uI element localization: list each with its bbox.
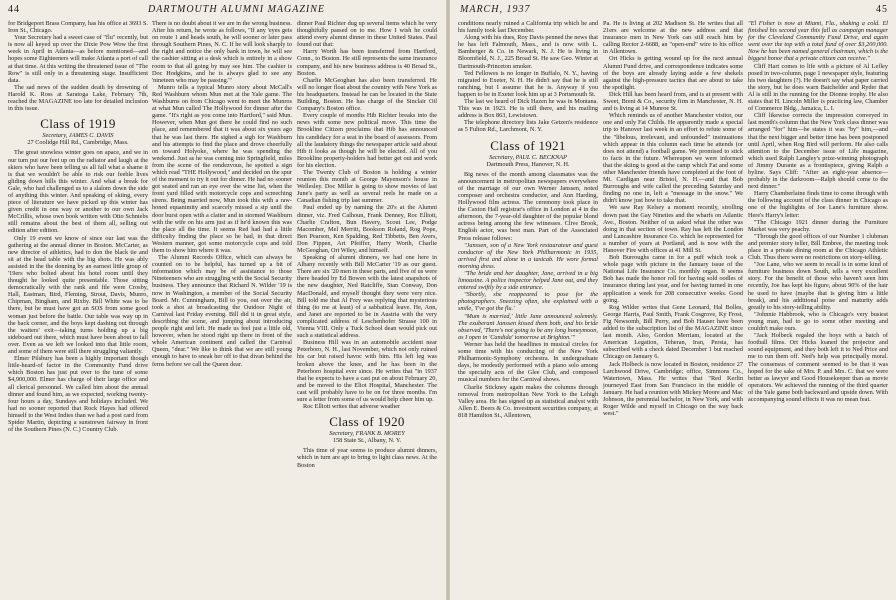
paragraph: Bob Burroughs came in for a puff which took a whole page with picture in the January issue of the National Life Insurance Co. monthly organ. It seems Bob has made the honor roll for having sold oodles of insurance during last year, and for having turned in one application a week for 208 consecutive weeks. Good going.	[603, 254, 743, 304]
paragraph: The great snowless winter goes on apace, and we in our turn put our feet up on the radiator and laugh at the skiers who have been telling us all fall what a shame it is that we wouldn't be able to risk our feeble lives gliding down hills this winter. And what a break for Gale, who had challenged us to a slalom down the side of anything this winter. And speaking of skiing, every piece of literature we have picked up this winter has given credit in one way or another to our own Jack McCrillis, whose own book written with Otto Schniebs still remains about the best of them all, selling out edition after edition.	[8, 149, 148, 235]
paragraph: "The bride and her daughter, Jane, arrived in a big limousine. A police inspector helped Jane out, and they entered swiftly by a side entrance.	[458, 270, 598, 292]
paragraph: Business Hill was in an automobile accident near Peterboro, N. H., last November, which not only ruined his car but raised havoc with him. His left leg was broken above the knee, and he has been in the Peterboro hospital ever since. He writes that "in 1937 that he expects to have a cast put on about February 20, and be moved to the Eliot Hospital, Manchester. The cast will probably have to be on for three months. I'm sure a letter from some of us would help cheer him up.	[297, 339, 437, 403]
left-column-1	[8, 20, 148, 598]
paragraph: Harry Chamberlaine finds time to come through with the following account of the class dinner in Chicago as one of the highlights of Joe Lane's furniture show. Here's Harry's letter:	[748, 190, 888, 219]
secretary-line: Secretary, PAUL C. BECKNAP	[489, 153, 567, 161]
secretary-address: Dartmouth Press, Hanover, N. H.	[486, 160, 570, 168]
paragraph: "Joe Lane, who we seem to recall is in some kind of furniture business down South, tells a very excellent story. For the benefit of those who haven't seen him recently, Joe has kept his figure, about 90% of the hair he used to have (maybe that is giving him a little break), and his additional poise and maturity adds greatly to his story-telling ability.	[748, 261, 888, 311]
paragraph: Harry Worth has been transferred from Hartford, Conn., to Boston. He still represents the same insurance company, and his new business address is 40 Broad St., Boston.	[297, 48, 437, 77]
paragraph: Along with his dues, Roy Davis penned the news that he has left Falmouth, Mass., and is now with L. Bamberger & Co. in Newark, N. J. He is living in Bloomfield, N. J., 225 Broad St. He saw Geo. Winter at Dartmouth-Princeton smoker.	[458, 34, 598, 70]
paragraph: "The Chicago 1921 dinner during the Furniture Market was very peachy.	[748, 218, 888, 233]
paragraph: dinner Paul Richter dug up several items which he very thoughtfully passed on to me. How I wish he could attend every alumni dinner in these United States. Paul found out that:	[297, 20, 437, 49]
paragraph: Cliff likewise corrects the impression conveyed in last month's column that the New York class dinner was arranged "for" him—he states it was "by" him,—and that the next bigger and better time has been postponed until April, when Rog Bird will perform. He also calls attention to the December issue of Life magazine, which used Ralph Langley's prize-winning photograph of Jimmy Durante as a frontispiece, giving Ralph a byline. Says Cliff: "After an eight-year absence—probably in the darkroom—Ralph should come to the next dinner."	[748, 112, 888, 191]
paragraph: "El Fisher is now at Miami, Fla., shaking a cold. El finished his second year this fall as campaign manager for the Cleveland Community Fund Drive, and again went over the top with a total fund of over $3,200,000. Now he has been named general chairman, which is the biggest honor that a private citizen can receive."	[748, 20, 888, 63]
paragraph: We saw Ray Kelsey a moment recently, strolling down past the Gay Nineties and the wharfs on Atlantic Ave., Boston. Neither of us asked what the other was doing in that section of town. Ray has left the London and Lancashire Insurance Co. which he represented for a number of years at Portland, and is now with the Hanover Fire with offices at 41 Mill St.	[603, 204, 743, 254]
paragraph: This time of year seems to produce alumni dinners, which in turn are apt to bring to light class news. At the Boston	[297, 447, 437, 469]
paragraph: for Bridgeport Brass Company, has his office at 3693 S. Iron St., Chicago.	[8, 20, 148, 35]
secretary-address: 158 State St., Albany, N. Y.	[332, 437, 402, 445]
paragraph: Jack Holbeck is now located in Boston, residence 27 Larchwood Drive, Cambridge; office, Simmons Co., Watertown, Mass. He writes that "Red Kerlin journeyed East from San Francisco in the middle of January. He had a reunion with Mickey Moore and Mac Johnson, the perennial bachelor, in New York, and with Roger Wilde and myself in Chicago on the way back west."	[603, 360, 743, 418]
right-column-3	[748, 20, 888, 598]
right-column-1	[458, 20, 598, 598]
paragraph: Cliff Hart comes to life with a picture of Al Lefley posed in two-column, page 1 newspaper style, featuring his two daughters (?). He doesn't say what paper carried the story, but he does warn Batchelder and Ryder that Al is still in the running for the Dionne trophy. He also states that H. Lincoln Miller is practicing law, Chamber of Commerce Bldg., Jamaica, L. I.	[748, 62, 888, 113]
class-heading-1921: Class of 1921	[490, 137, 566, 153]
right-page-header	[458, 4, 888, 20]
paragraph: Elmer Pilsbury has been a highly important though little-heard-of factor in the Community Fund drive which Boston has just put over to the tune of some $4,900,000. Elmer has charge of their large office and all clerical personnel. We called him about the annual dinner and found him, as we expected, working twenty-four hours a day, Sundays and holidays included. We had no sooner reported that Rock Hayes had offered himself to the West Indies than we had a post card from Spider Martin, depicting a sunstrewn fairway in front of the Southern Pines (N. C.) Country Club.	[8, 355, 148, 434]
paragraph: "Jack Holbeck regaled the boys with a batch of football films. Ort Hicks loaned the projector and sound equipment, and they both left it to Ned Price and me to run them off. Ned's help was principally moral. The consensus of comment seemed to be that it was hoped for the sake of Mrs. P. and Mrs. C. that we were better as lawyer and Good Housekeeper than as movie operators. We achieved the running of the third quarter of the Yale game both backward and upside down. With accompanying sound effects it was no mean feat.	[748, 332, 888, 403]
secretary-line: Secretary, FRANK B. MOREY	[329, 430, 405, 438]
right-running-title: MARCH, 1937	[460, 4, 531, 15]
paragraph: Pa. He is living at 202 Madison St. He writes that all 21ers are welcome at the new address and that insurance men in New York can still reach him by calling Rector 2-6688, an "open-end" wire to his office in Allentown.	[603, 20, 743, 56]
paragraph: Dick Hill has been heard from, and is at present with Sweet, Brent & Co., security firm in Manchester, N. H. and is living at 14 Munroe St.	[603, 90, 743, 113]
left-page-header	[8, 4, 438, 20]
paragraph: Roc Elliott writes that adverse weather	[303, 403, 401, 411]
paragraph: "Mum is married,' little Jane announced solemnly. The exuberant Janssen kissed them both, and his bride observed, 'There's not going to be any long honeymoon, as I open in 'Candida' tomorrow at Brighton.'"	[458, 312, 598, 341]
paragraph: Your Secretary had a sweet case of "flu" recently, but is now all keyed up over the Dixie Pow Wow the first week in April in Atlanta—as before mentioned—and hopes some Eighteeners will make Atlanta a port of call at that time. At this writing the threatened issue of "The Row" is still only in a threatening stage. Insufficient data.	[8, 34, 148, 84]
paragraph: Werner has held the headlines in musical circles for some time with his conducting of the New York Philharmonic-Symphony orchestra. In undergraduate days, he modestly performed with a piano solo among the specialty acts of the Glee Club, and composed musical numbers for the Carnival shows.	[458, 340, 598, 384]
paragraph: The Twenty Club of Boston is holding a winter reunion this month at George Mayenson's house in Wellesley. Doc Miller is going to show movies of last June's party as well as several reels he made on a Canadian fishing trip last summer.	[297, 168, 437, 205]
right-page	[448, 0, 896, 600]
paragraph: "Shortly, she reappeared to pose for the photographers. Sneezing often, she explained with a smile, 'I've got the flu.'	[458, 291, 598, 313]
secretary-line: Secretary, JAMES C. DAVIS	[42, 132, 114, 140]
paragraph: Speaking of alumni dinners, we had one here in Albany recently with Bill McCarter '19 as our guest. There are six '20 men in these parts, and five of us were there headed by Ed Bowen with the latest snapshots of the new daughter, Ned Ratcliffe, Stan Conway, Don MacDonald, and myself thought they were very nice. Bill told me that Al Frey was replying that mysterious thing (to me at least) of a sabbatical leave. He, Ann, and Janet are reported to be in Austria with the very complicated address of Leschenhofer Strasse 100 in Vienna VIII. Only a Tuck School dean would pick out such a statistical address.	[297, 254, 437, 340]
paragraph: Charlie Stickney again makes the columns through removal from metropolitan New York to the Lehigh Valley area. He has signed up as statistical analyst with Allen E. Beers & Co. investment securities company, at 818 Hamilton St., Allentown,	[458, 383, 598, 419]
paragraph: There is no doubt about it we are in the wrong business. After his return, he wrote as follows, "If any 'eyes gets on route 1 and heads south, he will sooner or later pass through Southern Pines, N. C. If he will look sharply to the right and notice the only bank in town, he will see the cashier sitting at a desk which is entirely in a show room to that all going by may see him. The cashier is Doc Hodgkins, and he is always glad to see any 'nineteen who may be passing.'"	[152, 20, 292, 84]
paragraph: "Janssen, son of a New York restaurateur and guest conductor of the New York Philharmonic in 1935, arrived first and alone in a taxicab. He wore formal morning dress.	[458, 241, 598, 270]
left-column-3	[297, 20, 437, 598]
right-page-number: 45	[876, 4, 888, 15]
paragraph: Which reminds us of another Manchester visitor, our one and only Fat Childs. He apparently made a special trip to Hanover last week in an effort to refute some of the "libelous, irrelevant, and unfounded" insinuations which appear in this column each time he attends (or does not attend) a football game. We promised to stick to facts in the future. Whereupon we were informed that the skiing is good at the camp which Fat and some other Manchester friends have completed at the foot of Mt. Cardigan near Bristol, N. H.—and that Bob Burroughs and wife called the preceding Saturday and finding no one in, left a "message in the snow." We didn't know just how to take that.	[603, 112, 743, 205]
paragraph: Big news of the month among classmates was the announcement in metropolitan newspapers everywhere of the marriage of our own Werner Janssen, noted composer and orchestra conductor, and Ann Harding, Hollywood film actress. The ceremony took place in the Caxton Hall registrar's office in London at 4 in the afternoon, the 7-year-old daughter of the popular blond actress being among the few witnesses. Clive Brook, English actor, was best man. Part of the Associated Press release follows:	[458, 170, 598, 242]
paragraph: Paul ended up by naming the 20's at the Alumni dinner, viz. Fred Calhoun, Frank Denney, Roc Elliott, Charlie Crafton, Bun Havery, Scout Lee, Podge Macomber, Mel Merritt, Bookson Roland, Rog Pope, Ben Pearson, Ken Spalding, Red Tibbetts, Ben Avers, Don Fippen, Art Pfeiffer, Harry Worth, Charlie McGeoghan, Ort Wiley, and himself.	[297, 204, 437, 254]
paragraph: conditions nearly ruined a California trip which he and his family took last December.	[458, 20, 598, 35]
paragraph: The last we heard of Dick Hazen he was in Montana. This was in 1923. He is still there, and his mailing address is Box 863, Lewistown.	[458, 98, 598, 120]
paragraph: The telephone directory lists Jake Getzen's residence as 5 Fulton Rd., Larchmont, N. Y.	[458, 119, 598, 134]
paragraph: "Johnnie Habbrook, who is Chicago's very busiest young man, had to go to some other meeting and couldn't make ours.	[748, 310, 888, 333]
left-running-title: DARTMOUTH ALUMNI MAGAZINE	[148, 4, 326, 15]
left-column-2	[152, 20, 292, 598]
paragraph: Every couple of months Hib Richter breaks into the news with some new political move. This time the Brookline Citizen proclaims that Hib has announced his candidacy for a seat in the board of assessors. From all the laudatory things the newspaper article said about Hib it looks as though he will be elected. All of you Brookline property-holders had better get out and work for his election.	[297, 112, 437, 169]
paragraph: Ort Hicks is getting wound up for the next annual Alumni Fund drive, and correspondence indicates some of the boys are already laying aside a few shekels against the high-pressure tactics that are about to take the spotlight.	[603, 55, 743, 91]
paragraph: The sad news of the sudden death by drowning of Harold K. Ross at Saratoga Lake, February 7th, reached the MAGAZINE too late for detailed inclusion in this issue.	[8, 83, 148, 113]
paragraph: The Alumni Records Office, which can always be counted on to be helpful, has turned up a bit of information which may be of assistance to those Nineteeners who are struggling with the Social Security business. They announce that Richard N. Wilder '19 is now in Washington, a member of the Social Security Board. Mr. Cunningham, Bill to you, out over the air, took a shot at broadcasting the Outdoor Night of Carnival last Friday evening. Bill did it in great style, describing the scene, and jumping about introducing people right and left. He made us feel just a little old, however, when he stood right up there in front of the whole American continent and called the Carnival Queen, "dear." We like to think that we are still young enough to have to sneak her off to that divan behind the ferns before we call the Queen dear.	[152, 254, 292, 368]
class-heading-1919: Class of 1919	[40, 116, 116, 132]
class-heading-1920: Class of 1920	[329, 414, 405, 430]
paragraph: Charlie McGeoghan has also been transferred. He will no longer float about the country with New York as his headquarters. Instead he can be located in the State Building, Boston. He has charge of the Sinclair Oil Company's Boston office.	[297, 76, 437, 113]
paragraph: "Through the good offices of our Number 1 clubman and premier story teller, Bill Embree, the meeting took place in a private dining room at the Chicago Athletic Club. Thus there were no restrictions on story-telling.	[748, 232, 888, 262]
paragraph: Rog Wilder writes that Gene Leonard, Hal Bolles, George Harris, Paul Smith, Frank Cosgrove, Ky Frost, Fig Newsomb, Bill Perry, and Bob Hauser have been added to the subscription list of the MAGAZINE since last month. Also, Gordon Merriam, located at the American Legation, Teheran, Iran, Persia, has subscribed with a check dated December 1 but reached Chicago on January 6.	[603, 303, 743, 361]
secretary-address: 27 Coolidge Hill Rd., Cambridge, Mass.	[27, 139, 129, 147]
left-page-number: 44	[8, 4, 20, 15]
right-column-2	[603, 20, 743, 598]
paragraph: Ted Fellowes is no longer in Buffalo, N. Y., having migrated to Exeter, N. H. He didn't say that he is still ranching, but I assume that he is. Anyway if you happen to be in Exeter look him up at 3 Portsmouth St.	[458, 69, 598, 98]
paragraph: Munro tells a typical Munro story about McCall's Red Washburn whom Mun met at the Yale game. The Washburns on from Chicago went to meet the Munros at what Mun called The Hollywood for dinner after the game. "It's right as you come into Hartford," said Mun. However, when Mun got there he could find no such place, and remembered that it was about six years ago that he was last there. He sighed a sigh for Washburn and his attempts to find the place and drove cheerfully on toward Holyoke, where he was spending the weekend. Just as he was coming into Springfield, miles from the scene of the rendezvous, he spotted a sign which read "THE Hollywood," and decided on the spur of the moment to try it out for dinner. He had no sooner got seated and ran an eye over the wine list, when the front yard filled with motorcycle cops and screeching sirens. Being married now, Mun took this with a raw-boned equanimity and scarcely missed a sip until the door burst open with a clatter and in stormed Washburn with the wife on his arm just as if he'd known this was the place all the time. It seems Red had had a little difficulty finding the place so he had, in that direct Western manner, got some motorcycle cops and told them to show him where it was.	[152, 83, 292, 254]
paragraph: Only 19 event we know of since our last was the gathering at the annual dinner in Boston. McCarter, as new director of athletics, had to don the black tie and sit at the head table with the big shots. He was ably assisted in the the donning by an earnest little group of '19ers who bolted about his hotel room until they thought he looked quite presentable. Those sitting democratically with the rank and file were Crosby, Hall, Eastman, Bird, Fleming, Strout, Davis, Munro, Chipman, Bingham, and Rixby. Bill White was to be there, but he must have got an SOS from some good woman just before the battle. Our table was way up in the back corner, and the boys kept dashing out through the waiters' exit—taking turns holding up a big sideboard out there, which must have been about to fall over. Even as we left we looked into that little room, and some of them were still there struggling valiantly.	[8, 234, 148, 356]
